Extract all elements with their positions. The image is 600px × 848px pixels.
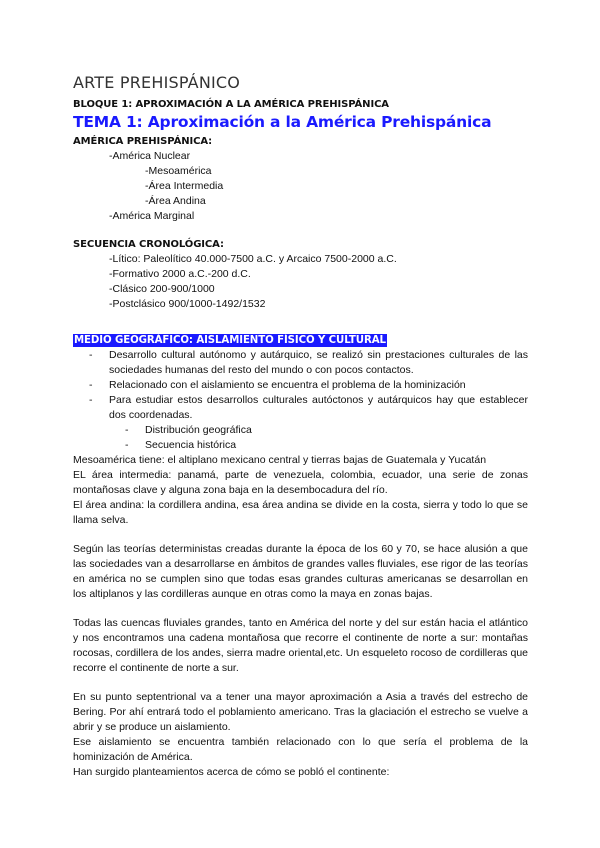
secuencia-heading: SECUENCIA CRONOLÓGICA:: [73, 239, 224, 250]
america-prehispanica-list: [73, 149, 528, 224]
list-item: -Clásico 200-900/1000: [109, 283, 215, 295]
medio-bullets: [73, 348, 528, 453]
document-title: ARTE PREHISPÁNICO: [73, 73, 241, 92]
spacer: [73, 312, 528, 330]
mesoamerica-paragraph: Mesoamérica tiene: el altiplano mexicano central y tierras bajas de Guatemala y Yucatán: [73, 454, 487, 466]
dash-bullet-icon: -: [125, 424, 129, 436]
sub-bullet-item: - Secuencia histórica: [125, 439, 237, 451]
cuencas-paragraph: Todas las cuencas fluviales grandes, tanto en América del norte y del sur están hacia el atlántico y nos encontramos una cadena montañosa que recorre el continente de norte a sur: montañas rocosas, cordillera de los andes, sierra madre oriental,etc. Un esqueleto rocoso de cordilleras que recorre el continente de norte a sur.: [73, 617, 528, 674]
spacer: [73, 676, 528, 690]
teorias-paragraph: Según las teorías deterministas creadas durante la época de los 60 y 70, se hace alusión a que las sociedades van a desarrollarse en ámbitos de grandes valles fluviales, ese rigor de las teorías en américa no se cumplen sino que todas esas grandes culturas americanas se desarrollan en los altiplanos y las cordilleras aunque en otras como la maya en zonas bajas.: [73, 543, 528, 600]
america-prehispanica-heading: AMÉRICA PREHISPÁNICA:: [73, 136, 213, 147]
list-item: -Formativo 2000 a.C.-200 d.C.: [109, 268, 251, 280]
secuencia-list: [73, 252, 528, 312]
area-andina-paragraph: El área andina: la cordillera andina, esa área andina se divide en la costa, sierra y todo lo que se llama selva.: [73, 499, 528, 526]
list-item: -América Nuclear: [109, 150, 191, 162]
dash-bullet-icon: -: [89, 379, 93, 391]
bloque-heading: BLOQUE 1: APROXIMACIÓN A LA AMÉRICA PREHISPÁNICA: [73, 99, 389, 110]
medio-heading-row: [73, 330, 528, 348]
list-item: -Postclásico 900/1000-1492/1532: [109, 298, 266, 310]
bullet-item: - Desarrollo cultural autónomo y autárquico, se realizó sin prestaciones culturales de las sociedades humanas del resto del mundo o con pocos contactos.: [89, 349, 528, 376]
tema-heading: TEMA 1: Aproximación a la América Prehispánica: [73, 113, 492, 131]
bering-paragraph: En su punto septentrional va a tener una mayor aproximación a Asia a través del estrecho de Bering. Por ahí entrará todo el poblamiento americano. Tras la glaciación el estrecho se vuelve a abrir y se produce un aislamiento.: [73, 691, 528, 733]
list-item: -Mesoamérica: [145, 165, 212, 177]
planteamientos-paragraph: Han surgido planteamientos acerca de cómo se pobló el continente:: [73, 766, 390, 778]
bullet-item: - Para estudiar estos desarrollos culturales autóctonos y autárquicos hay que establecer dos coordenadas.: [89, 394, 528, 421]
sub-bullet-item: - Distribución geográfica: [125, 424, 252, 436]
list-item: -Área Intermedia: [145, 180, 224, 192]
aislamiento-paragraph: Ese aislamiento se encuentra también relacionado con lo que sería el problema de la hominización de América.: [73, 736, 528, 763]
list-item: -América Marginal: [109, 210, 195, 222]
page-content: [73, 72, 528, 780]
dash-bullet-icon: -: [89, 349, 93, 361]
dash-bullet-icon: -: [125, 439, 129, 451]
dash-bullet-icon: -: [89, 394, 93, 406]
area-intermedia-paragraph: EL área intermedia: panamá, parte de venezuela, colombia, ecuador, una serie de zonas montañosas clave y alguna zona baja en la desembocadura del río.: [73, 469, 528, 496]
list-item: -Área Andina: [145, 195, 206, 207]
spacer: [73, 528, 528, 542]
medio-geografico-heading: MEDIO GEOGRÁFICO: AISLAMIENTO FÍSICO Y CULTURAL: [74, 335, 386, 346]
list-item: -Lítico: Paleolítico 40.000-7500 a.C. y Arcaico 7500-2000 a.C.: [109, 253, 397, 265]
spacer: [73, 224, 528, 238]
spacer: [73, 602, 528, 616]
bullet-item: - Relacionado con el aislamiento se encuentra el problema de la hominización: [89, 379, 466, 391]
